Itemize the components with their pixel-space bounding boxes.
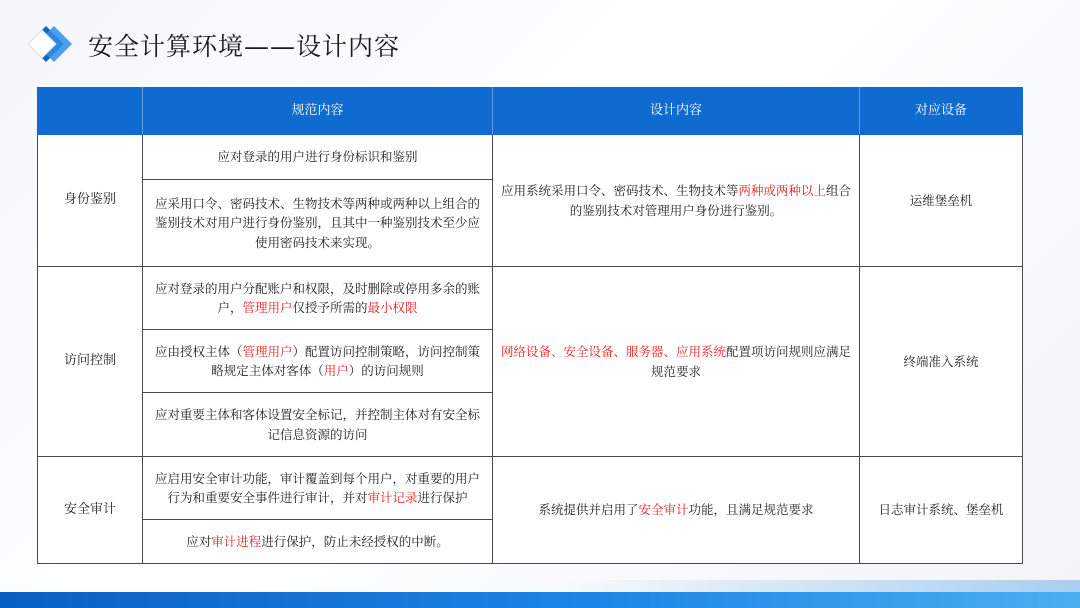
spec-cell: [143, 457, 493, 520]
text-segment: 仅授予所需的: [292, 300, 368, 315]
text-segment: 应用系统采用口令、密码技术、生物技术等: [500, 183, 739, 199]
text-segment: 应由授权主体（: [154, 343, 243, 359]
highlight-text: 用户: [323, 363, 349, 378]
spec-cell: [143, 520, 493, 564]
spec-cell: [143, 330, 493, 393]
text-segment: ）的访问规则: [348, 363, 424, 378]
spec-cell: [143, 135, 493, 180]
text-segment: 系统提供并启用了: [538, 502, 639, 518]
design-cell: [493, 267, 860, 457]
device-cell: 终端准入系统: [860, 267, 1023, 457]
highlight-text: 最小权限: [367, 300, 418, 315]
design-cell: [493, 135, 860, 267]
highlight-text: 两种或两种以上: [738, 183, 826, 199]
category-cell: 身份鉴别: [38, 135, 143, 267]
text-segment: ）配置访问控制策略，访问控制策略规定主体对客体（: [211, 343, 481, 378]
text-segment: 配置项访问规则应满足规范要求: [650, 344, 852, 379]
text-segment: 应对登录的用户分配账户和权限，及时删除或停用多余的账户，: [154, 280, 480, 315]
header-spec: 规范内容: [143, 88, 493, 135]
text-segment: 功能，且满足规范要求: [688, 502, 814, 518]
highlight-text: 安全审计: [638, 502, 689, 518]
text-segment: 应对重要主体和客体设置安全标记，并控制主体对有安全标记信息资源的访问: [154, 407, 480, 442]
spec-cell: [143, 393, 493, 457]
header-category: [38, 88, 143, 135]
text-segment: 进行保护: [417, 490, 468, 505]
text-segment: 应启用安全审计功能，审计覆盖到每个用户，对重要的用户行为和重要安全事件进行审计，并对: [154, 470, 480, 505]
table-row: [38, 457, 1023, 520]
requirements-table: [37, 87, 1023, 564]
highlight-text: 管理用户: [242, 300, 293, 315]
design-cell: [493, 457, 860, 564]
page-title: 安全计算环境——设计内容: [88, 32, 401, 61]
category-cell: 访问控制: [38, 267, 143, 457]
device-cell: 运维堡垒机: [860, 135, 1023, 267]
bottom-accent-bar: [0, 592, 1080, 608]
device-cell: 日志审计系统、堡垒机: [860, 457, 1023, 564]
text-segment: 应采用口令、密码技术、生物技术等两种或两种以上组合的鉴别技术对用户进行身份鉴别，且其中一种鉴别技术至少应使用密码技术来实现。: [154, 195, 480, 250]
spec-cell: [143, 267, 493, 330]
text-segment: 组合的鉴别技术对管理用户身份进行鉴别。: [569, 183, 852, 218]
spec-cell: [143, 180, 493, 267]
table-row: [38, 267, 1023, 330]
text-segment: 应对: [186, 533, 212, 549]
header-design: 设计内容: [493, 88, 860, 135]
table-row: [38, 135, 1023, 180]
highlight-text: 网络设备、安全设备、服务器、应用系统: [500, 344, 726, 360]
header-device: 对应设备: [860, 88, 1023, 135]
logo-icon: [22, 23, 80, 65]
highlight-text: 管理用户: [242, 343, 293, 359]
highlight-text: 审计记录: [367, 490, 418, 505]
category-cell: 安全审计: [38, 457, 143, 564]
text-segment: 应对登录的用户进行身份标识和鉴别: [217, 149, 418, 165]
highlight-text: 审计进程: [211, 533, 262, 549]
text-segment: 进行保护，防止未经授权的中断。: [261, 533, 449, 549]
table-header-row: [38, 88, 1023, 135]
